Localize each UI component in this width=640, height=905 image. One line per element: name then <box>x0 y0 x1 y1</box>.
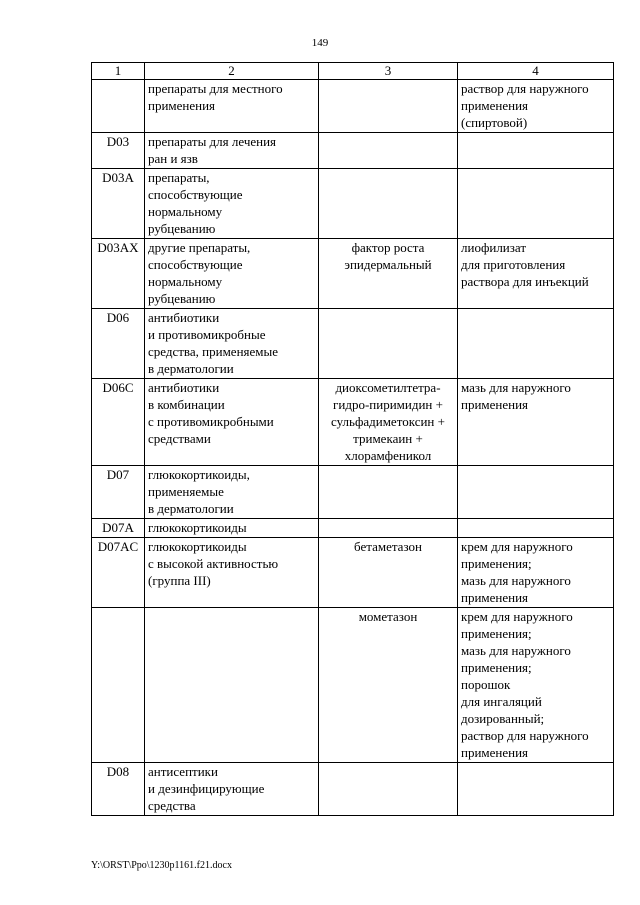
dosage-form-cell: крем для наружного применения; мазь для наружного применения <box>458 538 614 608</box>
page-number: 149 <box>311 37 329 49</box>
table-row <box>92 763 614 816</box>
substance-cell <box>319 309 458 379</box>
substance-cell: фактор роста эпидермальный <box>319 239 458 309</box>
column-header-2: 2 <box>145 63 319 80</box>
substance-cell: бетаметазон <box>319 538 458 608</box>
dosage-form-cell <box>458 133 614 169</box>
table-row <box>92 133 614 169</box>
table-row <box>92 466 614 519</box>
substance-cell <box>319 169 458 239</box>
table-row <box>92 379 614 466</box>
substance-cell <box>319 763 458 816</box>
table-body <box>92 80 614 816</box>
anatomical-group-cell: антисептики и дезинфицирующие средства <box>145 763 319 816</box>
anatomical-group-cell: антибиотики в комбинации с противомикробными средствами <box>145 379 319 466</box>
anatomical-group-cell: глюкокортикоиды <box>145 519 319 538</box>
atc-code-cell: D07 <box>92 466 145 519</box>
anatomical-group-cell: препараты, способствующие нормальному рубцеванию <box>145 169 319 239</box>
atc-code-cell <box>92 80 145 133</box>
dosage-form-cell: раствор для наружного применения (спиртовой) <box>458 80 614 133</box>
table-header-row <box>92 63 614 80</box>
table-row <box>92 309 614 379</box>
atc-code-cell: D07AC <box>92 538 145 608</box>
atc-code-cell: D06C <box>92 379 145 466</box>
atc-code-cell: D06 <box>92 309 145 379</box>
drug-classification-table <box>91 62 614 816</box>
dosage-form-cell <box>458 169 614 239</box>
footer-file-path: Y:\ORST\Ppo\1230p1161.f21.docx <box>91 860 232 871</box>
column-header-4: 4 <box>458 63 614 80</box>
atc-code-cell: D03AX <box>92 239 145 309</box>
atc-code-cell <box>92 608 145 763</box>
dosage-form-cell: крем для наружного применения; мазь для наружного применения; порошок для ингаляций дозированный; раствор для наружного применения <box>458 608 614 763</box>
substance-cell: мометазон <box>319 608 458 763</box>
dosage-form-cell: лиофилизат для приготовления раствора для инъекций <box>458 239 614 309</box>
dosage-form-cell: мазь для наружного применения <box>458 379 614 466</box>
substance-cell: диоксометилтетра- гидро-пиримидин + сульфадиметоксин + тримекаин + хлорамфеникол <box>319 379 458 466</box>
dosage-form-cell <box>458 466 614 519</box>
anatomical-group-cell: глюкокортикоиды, применяемые в дерматологии <box>145 466 319 519</box>
table-row <box>92 519 614 538</box>
dosage-form-cell <box>458 763 614 816</box>
table-row <box>92 538 614 608</box>
dosage-form-cell <box>458 309 614 379</box>
table-row <box>92 169 614 239</box>
anatomical-group-cell: препараты для местного применения <box>145 80 319 133</box>
column-header-1: 1 <box>92 63 145 80</box>
atc-code-cell: D03A <box>92 169 145 239</box>
atc-code-cell: D08 <box>92 763 145 816</box>
dosage-form-cell <box>458 519 614 538</box>
anatomical-group-cell: препараты для лечения ран и язв <box>145 133 319 169</box>
table-row <box>92 80 614 133</box>
anatomical-group-cell: антибиотики и противомикробные средства, применяемые в дерматологии <box>145 309 319 379</box>
column-header-3: 3 <box>319 63 458 80</box>
substance-cell <box>319 133 458 169</box>
substance-cell <box>319 519 458 538</box>
table-row <box>92 239 614 309</box>
anatomical-group-cell: глюкокортикоиды с высокой активностью (группа III) <box>145 538 319 608</box>
substance-cell <box>319 466 458 519</box>
atc-code-cell: D03 <box>92 133 145 169</box>
anatomical-group-cell: другие препараты, способствующие нормальному рубцеванию <box>145 239 319 309</box>
anatomical-group-cell <box>145 608 319 763</box>
substance-cell <box>319 80 458 133</box>
table-row <box>92 608 614 763</box>
atc-code-cell: D07A <box>92 519 145 538</box>
